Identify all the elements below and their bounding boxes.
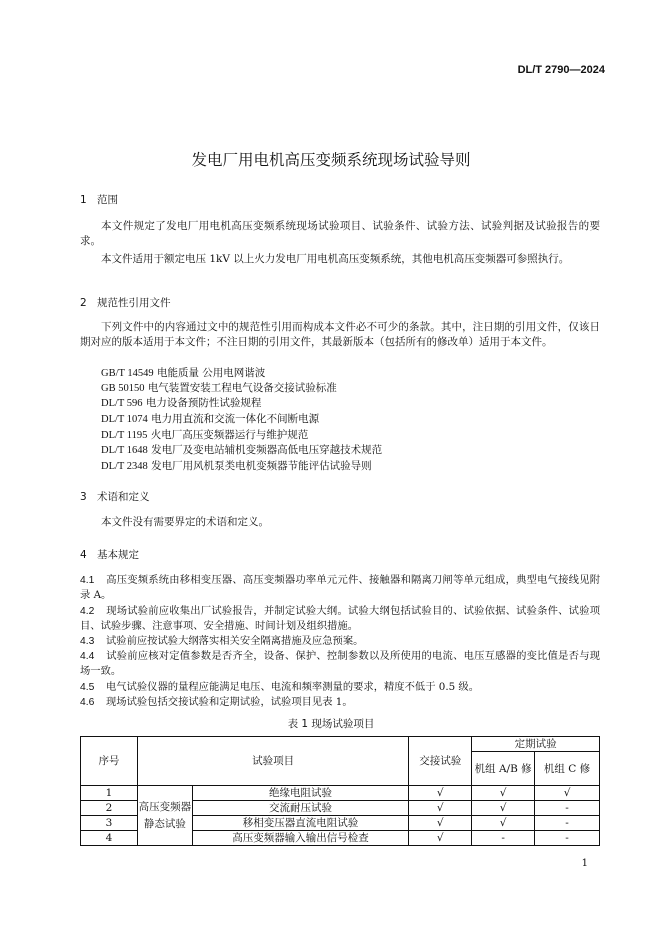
- section-1-paragraph-1: 本文件规定了发电厂用电机高压变频系统现场试验项目、试验条件、试验方法、试验判据及试验报告的要求。: [80, 220, 600, 247]
- table-caption: 表 1 现场试验项目: [287, 718, 375, 730]
- group-label: 高压变频器静态试验: [137, 786, 192, 846]
- table-row: 4 高压变频器输入输出信号检查 √ - -: [81, 831, 600, 846]
- table-row: 3 移相变压器直流电阻试验 √ √ -: [81, 816, 600, 831]
- header-unit-ab: 机组 A/B 修: [472, 752, 535, 786]
- section-number: 3: [80, 491, 87, 503]
- header-item: 试验项目: [137, 737, 408, 786]
- section-title: 范围: [97, 194, 118, 206]
- reference-item: DL/T 1195 火电厂高压变频器运行与维护规范: [101, 429, 309, 441]
- page-number: 1: [581, 858, 588, 869]
- reference-item: DL/T 596 电力设备预防性试验规程: [101, 397, 262, 409]
- section-2-intro: 下列文件中的内容通过文中的规范性引用而构成本文件必不可少的条款。其中，注日期的引用文件，仅该日期对应的版本适用于本文件；不注日期的引用文件，其最新版本（包括所有的修改单）适用于本文件。: [80, 321, 600, 348]
- header-unit-c: 机组 C 修: [535, 752, 600, 786]
- section-1-paragraph-2: 本文件适用于额定电压 1kV 以上火力发电厂用电机高压变频系统，其他电机高压变频器可参照执行。: [101, 253, 570, 265]
- table-row: 1 高压变频器静态试验 绝缘电阻试验 √ √ √: [81, 786, 600, 801]
- section-title: 基本规定: [97, 549, 139, 561]
- section-2-heading: [80, 295, 171, 310]
- clause-4-1: 4.1 高压变频系统由移相变压器、高压变频器功率单元元件、接触器和隔离刀闸等单元组成，典型电气接线见附录 A。: [80, 574, 600, 601]
- section-3-paragraph: 本文件没有需要界定的术语和定义。: [101, 516, 269, 528]
- clause-4-3: 4.3 试验前应按试验大纲落实相关安全隔离措施及应急预案。: [80, 635, 364, 647]
- section-title: 规范性引用文件: [97, 297, 171, 309]
- header-seq: 序号: [81, 737, 138, 786]
- section-4-heading: [80, 547, 139, 562]
- reference-item: DL/T 1074 电力用直流和交流一体化不间断电源: [101, 413, 320, 425]
- clause-4-5: 4.5 电气试验仪器的量程应能满足电压、电流和频率测量的要求，精度不低于 0.5 级。: [80, 681, 480, 693]
- section-number: 4: [80, 549, 87, 561]
- section-number: 2: [80, 297, 87, 309]
- clause-4-4: 4.4 试验前应核对定值参数是否齐全，设备、保护、控制参数以及所使用的电流、电压互感器的变比值是否与现场一致。: [80, 650, 600, 677]
- document-number: DL/T 2790—2024: [517, 64, 605, 76]
- reference-item: GB/T 14549 电能质量 公用电网谐波: [101, 367, 266, 379]
- reference-item: GB 50150 电气装置安装工程电气设备交接试验标准: [101, 382, 337, 394]
- section-number: 1: [80, 194, 87, 206]
- page-title: 发电厂用电机高压变频系统现场试验导则: [191, 151, 471, 169]
- header-periodic: 定期试验: [472, 737, 600, 752]
- table-row: 2 交流耐压试验 √ √ -: [81, 801, 600, 816]
- section-title: 术语和定义: [97, 491, 150, 503]
- reference-item: DL/T 1648 发电厂及变电站辅机变频器高低电压穿越技术规范: [101, 444, 383, 456]
- clause-4-6: 4.6 现场试验包括交接试验和定期试验，试验项目见表 1。: [80, 696, 353, 708]
- test-items-table: [80, 736, 600, 846]
- section-1-heading: [80, 192, 118, 207]
- section-3-heading: [80, 489, 150, 504]
- clause-4-2: 4.2 现场试验前应收集出厂试验报告，并制定试验大纲。试验大纲包括试验目的、试验依据、试验条件、试验项目、试验步骤、注意事项、安全措施、时间计划及组织措施。: [80, 605, 600, 632]
- reference-item: DL/T 2348 发电厂用风机泵类电机变频器节能评估试验导则: [101, 460, 372, 472]
- header-handover: 交接试验: [409, 737, 472, 786]
